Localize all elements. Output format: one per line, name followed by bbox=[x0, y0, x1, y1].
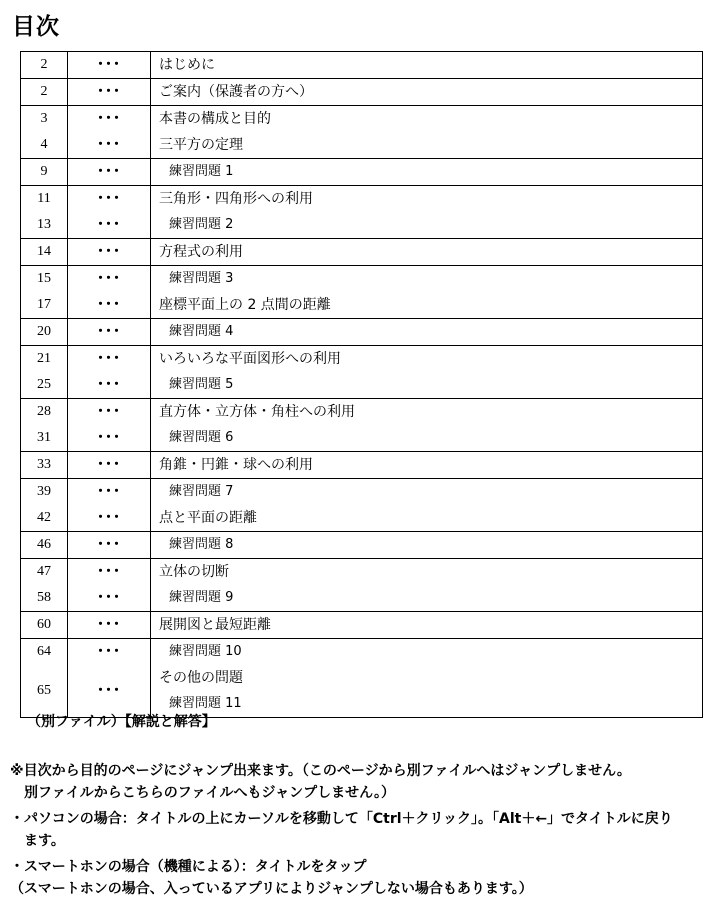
toc-body bbox=[21, 52, 703, 718]
page-number-cell bbox=[21, 639, 68, 718]
toc-title-cell bbox=[151, 346, 703, 399]
page-number-cell bbox=[21, 319, 68, 346]
toc-link-chapter[interactable]: 三平方の定理 bbox=[159, 137, 243, 153]
page-number: 4 bbox=[40, 137, 48, 152]
page-number: 17 bbox=[37, 297, 51, 312]
leader-dots: ･･･ bbox=[97, 111, 121, 127]
leader-dots-cell bbox=[68, 559, 151, 612]
leader-dots-cell bbox=[68, 266, 151, 319]
leader-dots: ･･･ bbox=[97, 484, 121, 500]
toc-row bbox=[21, 186, 703, 239]
toc-link-exercise[interactable]: 練習問題 9 bbox=[169, 590, 234, 605]
toc-row bbox=[21, 346, 703, 399]
toc-title-cell bbox=[151, 239, 703, 266]
leader-dots: ･･･ bbox=[97, 137, 121, 153]
leader-dots-cell bbox=[68, 346, 151, 399]
page-number-cell bbox=[21, 239, 68, 266]
leader-dots: ･･･ bbox=[97, 430, 121, 446]
leader-dots-cell bbox=[68, 479, 151, 532]
toc-row bbox=[21, 399, 703, 452]
toc-row bbox=[21, 266, 703, 319]
toc-title: 目次 bbox=[12, 14, 60, 40]
leader-dots-cell bbox=[68, 319, 151, 346]
leader-dots: ･･･ bbox=[97, 271, 121, 287]
toc-link-chapter[interactable]: 本書の構成と目的 bbox=[159, 111, 271, 127]
page-number-cell bbox=[21, 159, 68, 186]
toc-link-chapter[interactable]: 直方体・立方体・角柱への利用 bbox=[159, 404, 355, 420]
page-number: 60 bbox=[37, 617, 51, 632]
page-number: 65 bbox=[37, 683, 51, 698]
leader-dots: ･･･ bbox=[97, 244, 121, 260]
toc-title-cell bbox=[151, 266, 703, 319]
page-number: 13 bbox=[37, 217, 51, 232]
toc-title-cell bbox=[151, 106, 703, 159]
leader-dots: ･･･ bbox=[97, 297, 121, 313]
page-number: 9 bbox=[40, 164, 48, 179]
toc-title-cell bbox=[151, 559, 703, 612]
leader-dots: ･･･ bbox=[97, 324, 121, 340]
toc-row bbox=[21, 239, 703, 266]
toc-link-chapter[interactable]: 角錐・円錐・球への利用 bbox=[159, 457, 313, 473]
toc-link-chapter[interactable]: はじめに bbox=[159, 57, 215, 73]
toc-row bbox=[21, 159, 703, 186]
toc-title-cell bbox=[151, 452, 703, 479]
leader-dots: ･･･ bbox=[97, 617, 121, 633]
toc-link-chapter[interactable]: いろいろな平面図形への利用 bbox=[159, 351, 341, 367]
toc-link-exercise[interactable]: 練習問題 6 bbox=[169, 430, 234, 445]
page-number: 2 bbox=[40, 57, 48, 72]
leader-dots-cell bbox=[68, 239, 151, 266]
toc-row bbox=[21, 52, 703, 79]
page-number: 2 bbox=[40, 84, 48, 99]
note-line: ・スマートホンの場合（機種による）：タイトルをタップ bbox=[10, 859, 367, 875]
separate-file-label: （別ファイル）【解説と解答】 bbox=[27, 714, 216, 730]
toc-link-exercise[interactable]: 練習問題 1 bbox=[169, 164, 234, 179]
page-number-cell bbox=[21, 479, 68, 532]
leader-dots-cell bbox=[68, 399, 151, 452]
page-number: 33 bbox=[37, 457, 51, 472]
leader-dots-cell bbox=[68, 452, 151, 479]
page-number-cell bbox=[21, 532, 68, 559]
leader-dots: ･･･ bbox=[97, 404, 121, 420]
page-number: 11 bbox=[37, 191, 51, 206]
toc-title-cell bbox=[151, 186, 703, 239]
notes-block bbox=[10, 760, 705, 900]
leader-dots: ･･･ bbox=[97, 683, 121, 699]
toc-title-cell bbox=[151, 159, 703, 186]
page-number: 25 bbox=[37, 377, 51, 392]
leader-dots: ･･･ bbox=[97, 57, 121, 73]
toc-row bbox=[21, 479, 703, 532]
toc-link-chapter[interactable]: その他の問題 bbox=[159, 670, 243, 686]
leader-dots: ･･･ bbox=[97, 84, 121, 100]
note-line: （スマートホンの場合、入っているアプリによりジャンプしない場合もあります。） bbox=[10, 881, 533, 897]
toc-row bbox=[21, 106, 703, 159]
toc-row bbox=[21, 319, 703, 346]
toc-row bbox=[21, 532, 703, 559]
leader-dots: ･･･ bbox=[97, 564, 121, 580]
page-number: 58 bbox=[37, 590, 51, 605]
page-number: 46 bbox=[37, 537, 51, 552]
note-line: ます。 bbox=[10, 833, 65, 849]
toc-link-exercise[interactable]: 練習問題 7 bbox=[169, 484, 234, 499]
leader-dots-cell bbox=[68, 79, 151, 106]
toc-row bbox=[21, 639, 703, 718]
page-number-cell bbox=[21, 612, 68, 639]
leader-dots: ･･･ bbox=[97, 510, 121, 526]
page-number: 47 bbox=[37, 564, 51, 579]
page-number-cell bbox=[21, 186, 68, 239]
page-number: 14 bbox=[37, 244, 51, 259]
toc-link-chapter[interactable]: ご案内（保護者の方へ） bbox=[159, 84, 313, 100]
leader-dots-cell bbox=[68, 159, 151, 186]
toc-link-exercise[interactable]: 練習問題 11 bbox=[169, 696, 242, 711]
page-number: 28 bbox=[37, 404, 51, 419]
page-number: 31 bbox=[37, 430, 51, 445]
toc-link-chapter[interactable]: 方程式の利用 bbox=[159, 244, 243, 260]
toc-link-chapter[interactable]: 点と平面の距離 bbox=[159, 510, 257, 526]
page-number: 15 bbox=[37, 271, 51, 286]
leader-dots-cell bbox=[68, 639, 151, 718]
leader-dots-cell bbox=[68, 186, 151, 239]
toc-title-cell bbox=[151, 79, 703, 106]
leader-dots: ･･･ bbox=[97, 377, 121, 393]
toc-link-exercise[interactable]: 練習問題 4 bbox=[169, 324, 234, 339]
toc-row bbox=[21, 79, 703, 106]
toc-link-exercise[interactable]: 練習問題 3 bbox=[169, 271, 234, 286]
toc-title-cell bbox=[151, 52, 703, 79]
page-number-cell bbox=[21, 559, 68, 612]
toc-table bbox=[20, 51, 703, 718]
toc-title-cell bbox=[151, 479, 703, 532]
leader-dots: ･･･ bbox=[97, 191, 121, 207]
toc-title-cell bbox=[151, 319, 703, 346]
page-number-cell bbox=[21, 52, 68, 79]
page-number: 42 bbox=[37, 510, 51, 525]
leader-dots: ･･･ bbox=[97, 457, 121, 473]
page-number: 64 bbox=[37, 644, 51, 659]
leader-dots: ･･･ bbox=[97, 164, 121, 180]
toc-link-exercise[interactable]: 練習問題 8 bbox=[169, 537, 234, 552]
page-number: 20 bbox=[37, 324, 51, 339]
leader-dots: ･･･ bbox=[97, 217, 121, 233]
toc-link-exercise[interactable]: 練習問題 2 bbox=[169, 217, 234, 232]
toc-title-cell bbox=[151, 612, 703, 639]
page-number-cell bbox=[21, 399, 68, 452]
toc-link-exercise[interactable]: 練習問題 10 bbox=[169, 644, 242, 659]
note-line: 別ファイルからこちらのファイルへもジャンプしません。） bbox=[10, 785, 395, 801]
leader-dots-cell bbox=[68, 106, 151, 159]
toc-title-cell bbox=[151, 639, 703, 718]
page-number: 21 bbox=[37, 351, 51, 366]
leader-dots-cell bbox=[68, 532, 151, 559]
page-number-cell bbox=[21, 266, 68, 319]
page-number-cell bbox=[21, 452, 68, 479]
toc-title-cell bbox=[151, 399, 703, 452]
toc-row bbox=[21, 612, 703, 639]
toc-row bbox=[21, 559, 703, 612]
page-number: 3 bbox=[40, 111, 48, 126]
page-number: 39 bbox=[37, 484, 51, 499]
note-line: ※目次から目的のページにジャンプ出来ます。（このページから別ファイルへはジャンプしません。 bbox=[10, 763, 631, 779]
page-number-cell bbox=[21, 346, 68, 399]
leader-dots: ･･･ bbox=[97, 644, 121, 660]
toc-link-chapter[interactable]: 立体の切断 bbox=[159, 564, 229, 580]
toc-row bbox=[21, 452, 703, 479]
toc-link-chapter[interactable]: 三角形・四角形への利用 bbox=[159, 191, 313, 207]
toc-link-exercise[interactable]: 練習問題 5 bbox=[169, 377, 234, 392]
toc-link-chapter[interactable]: 展開図と最短距離 bbox=[159, 617, 271, 633]
page-number-cell bbox=[21, 79, 68, 106]
leader-dots-cell bbox=[68, 612, 151, 639]
toc-link-chapter[interactable]: 座標平面上の 2 点間の距離 bbox=[159, 297, 331, 313]
leader-dots-cell bbox=[68, 52, 151, 79]
leader-dots: ･･･ bbox=[97, 590, 121, 606]
page-number-cell bbox=[21, 106, 68, 159]
leader-dots: ･･･ bbox=[97, 351, 121, 367]
toc-title-cell bbox=[151, 532, 703, 559]
leader-dots: ･･･ bbox=[97, 537, 121, 553]
note-line: ・パソコンの場合：タイトルの上にカーソルを移動して「Ctrl＋クリック」。「Alt＋←」でタイトルに戻り bbox=[10, 811, 673, 827]
